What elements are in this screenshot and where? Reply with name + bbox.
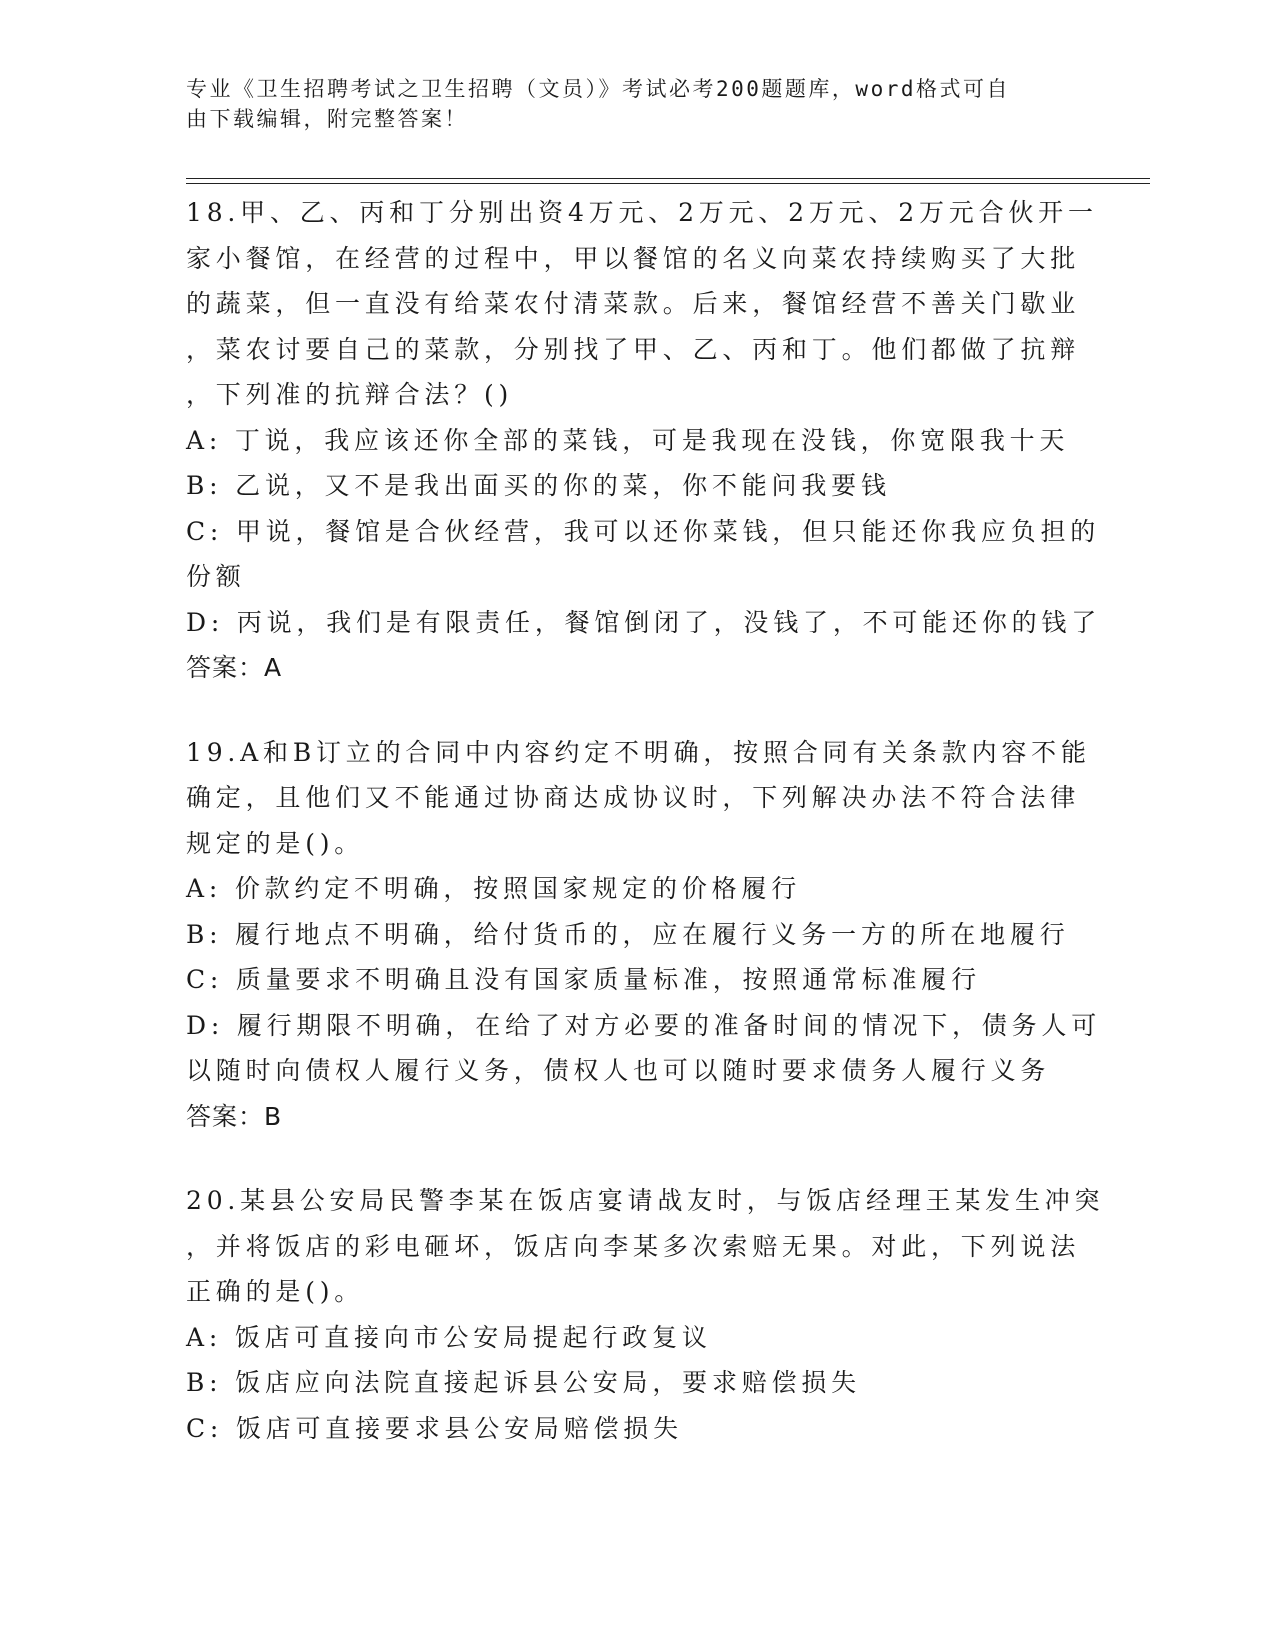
option-line: D: 丙说，我们是有限责任，餐馆倒闭了，没钱了，不可能还你的钱了 — [186, 607, 1102, 637]
question-text-line: 19.A和B订立的合同中内容约定不明确，按照合同有关条款内容不能 — [186, 737, 1091, 767]
question-18 — [186, 190, 1102, 691]
option-line: D: 履行期限不明确，在给了对方必要的准备时间的情况下，债务人可 — [186, 1010, 1102, 1040]
question-text-line: 20.某县公安局民警李某在饭店宴请战友时，与饭店经理王某发生冲突 — [186, 1186, 1105, 1215]
option-line: C: 甲说，餐馆是合伙经营，我可以还你菜钱，但只能还你我应负担的 — [186, 516, 1101, 546]
header-line-1: 专业《卫生招聘考试之卫生招聘（文员）》考试必考200题题库，word格式可自 — [186, 77, 1010, 101]
question-text-line: 规定的是()。 — [186, 828, 365, 858]
question-text-line: 家小餐馆，在经营的过程中，甲以餐馆的名义向菜农持续购买了大批 — [186, 243, 1081, 273]
answer-label: 答案：B — [186, 1101, 283, 1131]
option-line: B: 履行地点不明确，给付货币的，应在履行义务一方的所在地履行 — [186, 919, 1070, 949]
option-line: 份额 — [186, 562, 246, 591]
question-text-line: 18.甲、乙、丙和丁分别出资4万元、2万元、2万元、2万元合伙开一 — [186, 198, 1098, 227]
option-line: A: 丁说，我应该还你全部的菜钱，可是我现在没钱，你宽限我十天 — [186, 425, 1070, 455]
option-line: A: 价款约定不明确，按照国家规定的价格履行 — [186, 874, 802, 903]
option-line: C: 质量要求不明确且没有国家质量标准，按照通常标准履行 — [186, 965, 981, 994]
question-text-line: 正确的是()。 — [186, 1277, 365, 1306]
header-divider-second — [186, 183, 1150, 184]
question-text-line: ，并将饭店的彩电砸坏，饭店向李某多次索赔无果。对此，下列说法 — [186, 1231, 1081, 1261]
option-line: 以随时向债权人履行义务，债权人也可以随时要求债务人履行义务 — [186, 1056, 1051, 1085]
option-line: B: 乙说，又不是我出面买的你的菜，你不能问我要钱 — [186, 471, 891, 500]
question-20 — [186, 1178, 1105, 1451]
header-line-2: 由下载编辑，附完整答案！ — [186, 107, 468, 131]
option-line: B: 饭店应向法院直接起诉县公安局，要求赔偿损失 — [186, 1368, 861, 1397]
option-line: C: 饭店可直接要求县公安局赔偿损失 — [186, 1413, 683, 1443]
answer-label: 答案：A — [186, 653, 283, 682]
header-divider — [186, 178, 1150, 179]
question-text-line: ，菜农讨要自己的菜款，分别找了甲、乙、丙和丁。他们都做了抗辩 — [186, 334, 1081, 364]
question-text-line: ，下列准的抗辩合法？() — [186, 380, 514, 409]
option-line: A: 饭店可直接向市公安局提起行政复议 — [186, 1322, 712, 1352]
question-text-line: 的蔬菜，但一直没有给菜农付清菜款。后来，餐馆经营不善关门歇业 — [186, 289, 1081, 318]
question-19 — [186, 730, 1102, 1140]
question-text-line: 确定，且他们又不能通过协商达成协议时，下列解决办法不符合法律 — [186, 783, 1081, 812]
page-header — [186, 74, 1066, 134]
question-list — [186, 190, 1105, 1490]
